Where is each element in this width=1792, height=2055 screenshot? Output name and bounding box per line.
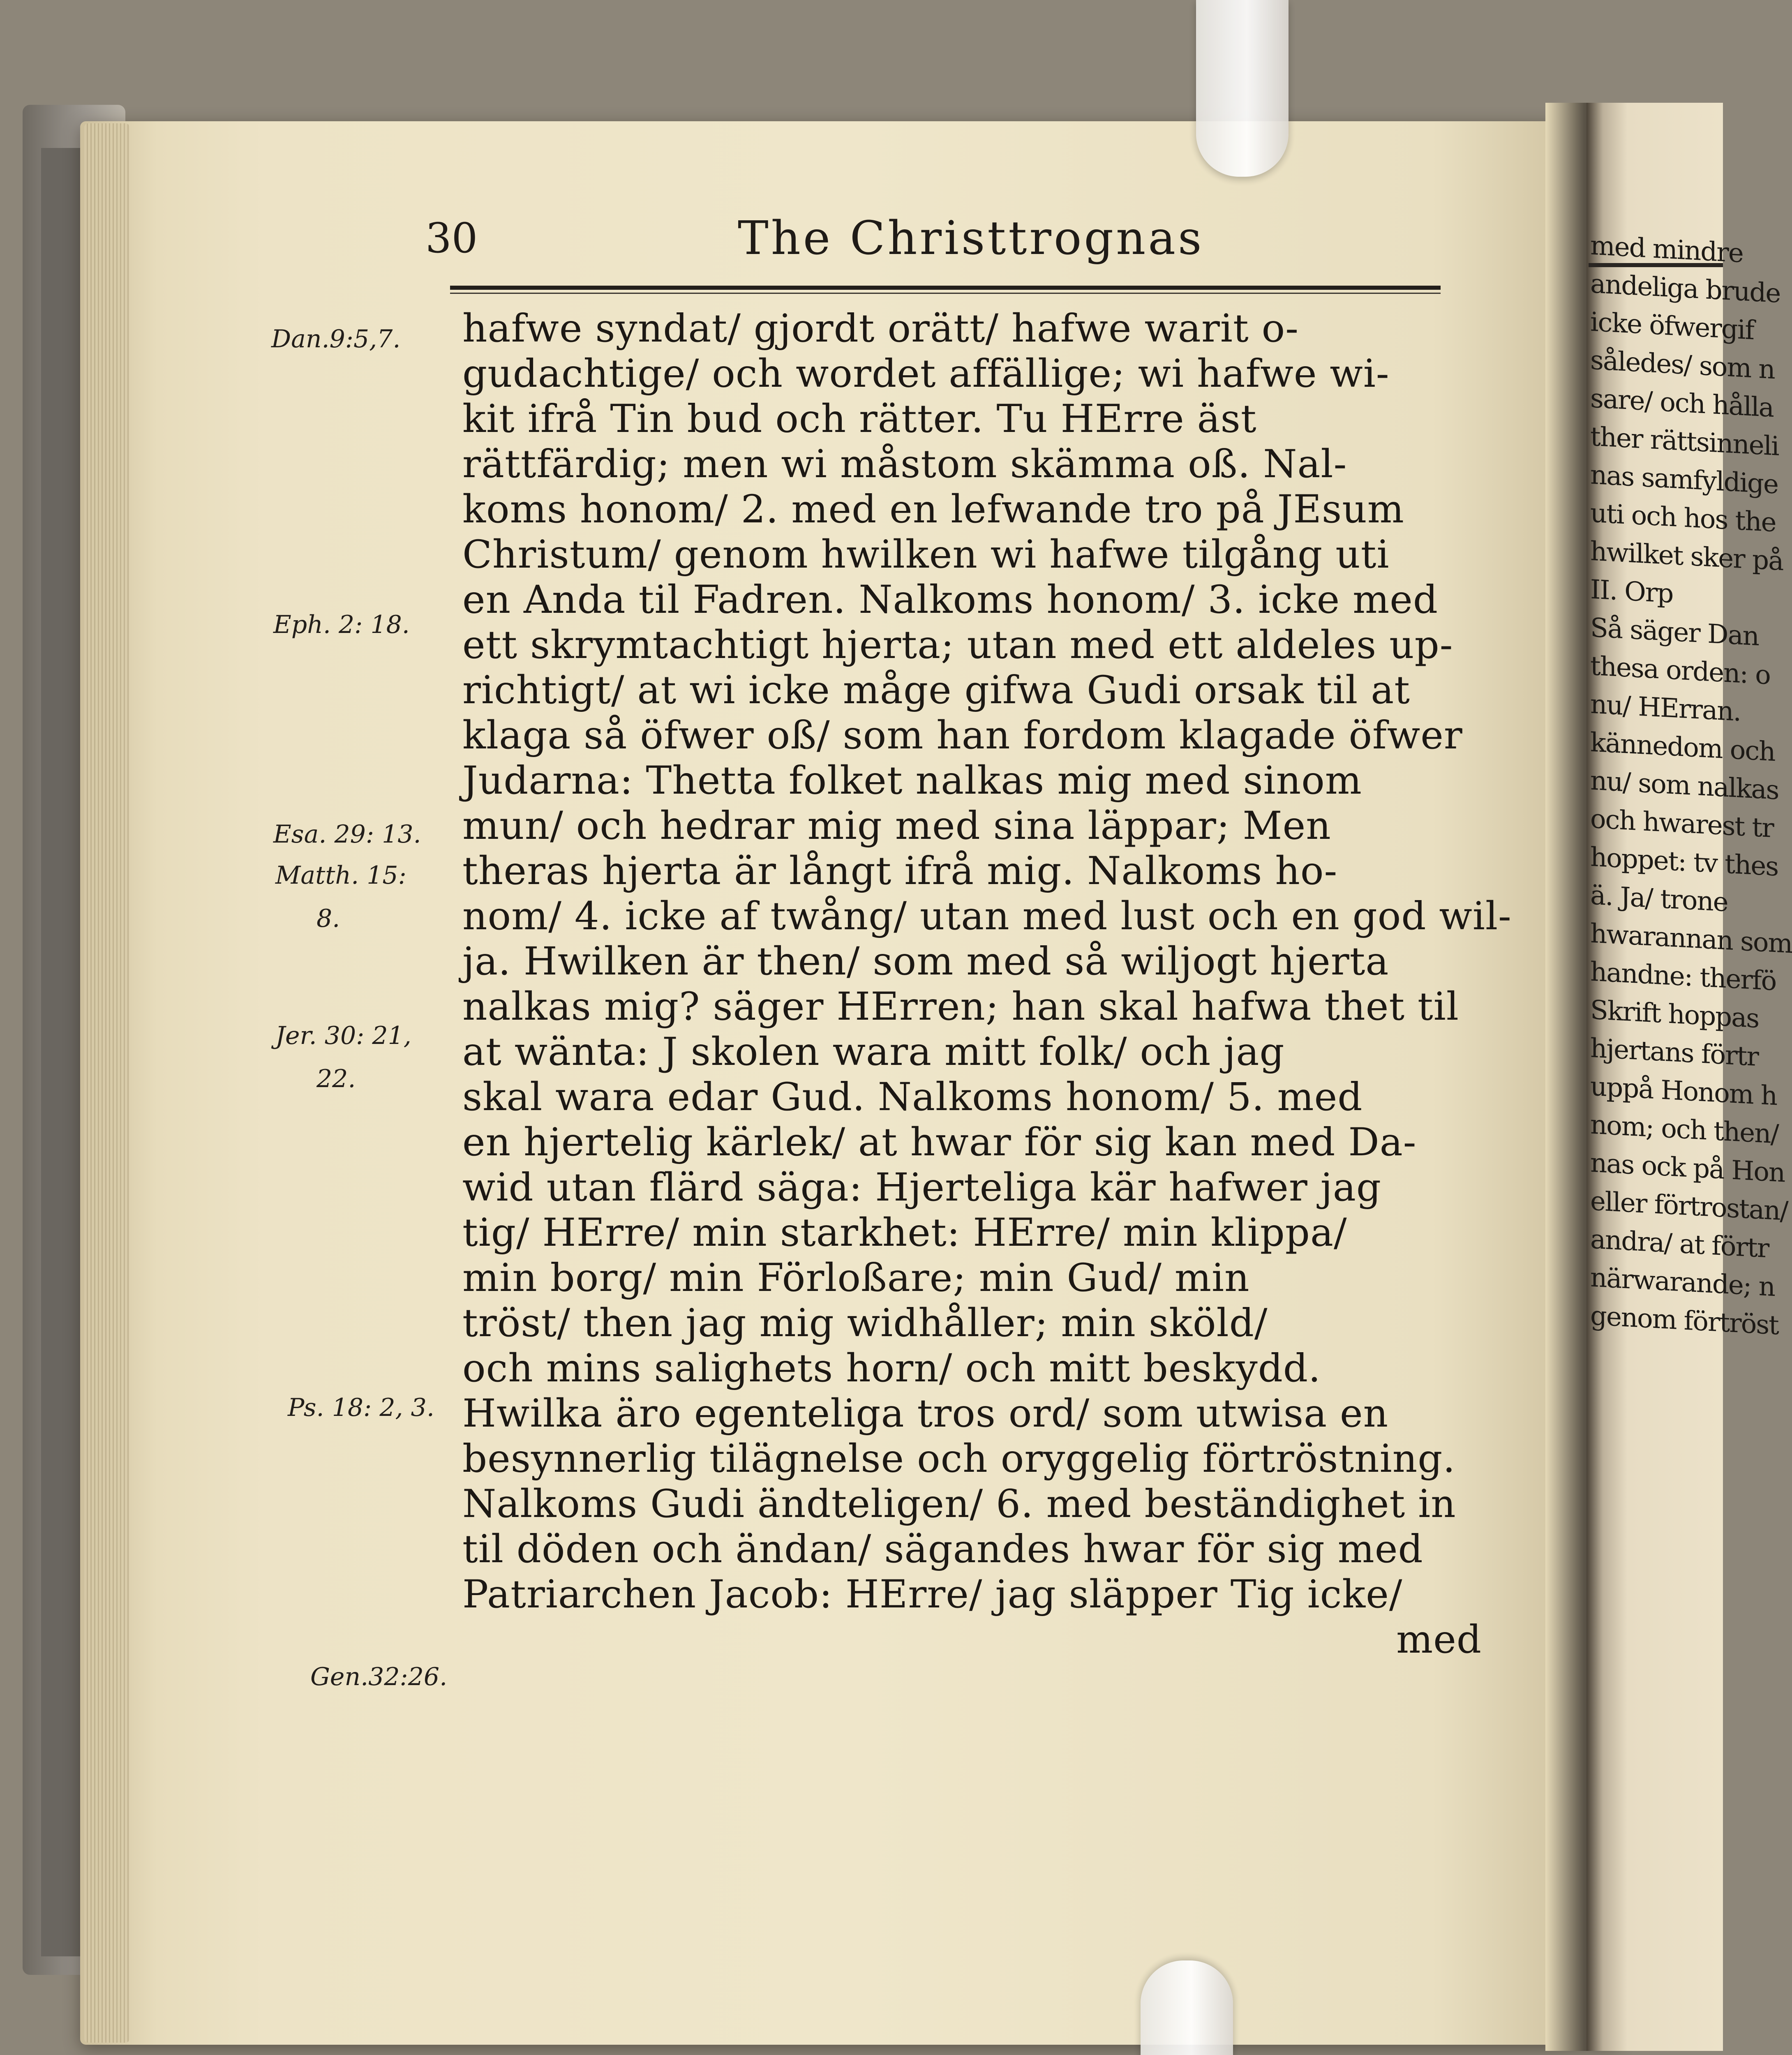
text-line: min borg/ min Förloßare; min Gud/ min <box>462 1256 1250 1300</box>
text-line: richtigt/ at wi icke måge gifwa Gudi orsak til at <box>462 668 1411 713</box>
facing-line: Skrift hoppas <box>1590 995 1759 1034</box>
facing-line: uti och hos the <box>1590 498 1776 538</box>
facing-line: och hwarest tr <box>1590 804 1774 844</box>
facing-line: handne: therfö <box>1590 956 1776 997</box>
facing-line: thesa orden: o <box>1590 651 1770 691</box>
facing-line: således/ som n <box>1590 345 1775 386</box>
text-line: rättfärdig; men wi måstom skämma oß. Nal- <box>462 442 1347 487</box>
text-line: ja. Hwilken är then/ som med så wiljogt hjerta <box>462 939 1389 984</box>
margin-note-jer-verse: 22. <box>316 1064 356 1093</box>
text-line: en Anda til Fadren. Nalkoms honom/ 3. icke med <box>462 577 1439 622</box>
text-line: til döden och ändan/ sägandes hwar för sig med <box>462 1527 1423 1572</box>
facing-line: sare/ och hålla <box>1590 383 1774 424</box>
facing-line: nu/ som nalkas <box>1590 765 1779 806</box>
margin-note-ps: Ps. 18: 2, 3. <box>288 1393 434 1422</box>
page-header <box>425 212 1478 265</box>
text-line: at wänta: J skolen wara mitt folk/ och jag <box>462 1030 1285 1074</box>
text-line: Christum/ genom hwilken wi hafwe tilgång uti <box>462 532 1390 577</box>
text-line: theras hjerta är långt ifrå mig. Nalkoms ho- <box>462 849 1338 894</box>
facing-line: andra/ at förtr <box>1590 1224 1769 1264</box>
body-text <box>462 306 1512 1662</box>
facing-line: kännedom och <box>1590 727 1775 768</box>
running-title: The Christtrognas <box>738 212 1204 265</box>
text-line: besynnerlig tilägnelse och oryggelig förtröstning. <box>462 1436 1456 1481</box>
text-line: Judarna: Thetta folket nalkas mig med sinom <box>462 758 1362 803</box>
text-line: Hwilka äro egenteliga tros ord/ som utwisa en <box>462 1391 1389 1436</box>
facing-line: nu/ HErran. <box>1590 689 1741 727</box>
header-rule <box>450 286 1441 290</box>
margin-note-matth-verse: 8. <box>316 904 340 933</box>
text-line: Nalkoms Gudi ändteligen/ 6. med beständighet in <box>462 1482 1456 1526</box>
header-rule-thin <box>450 293 1441 294</box>
facing-line: närwarande; n <box>1590 1262 1775 1303</box>
text-line: kit ifrå Tin bud och rätter. Tu HErre äst <box>462 397 1257 441</box>
page-number: 30 <box>425 214 478 262</box>
text-line: tig/ HErre/ min starkhet: HErre/ min klippa/ <box>462 1210 1347 1255</box>
catchword: med <box>1396 1617 1482 1662</box>
facing-line: eller förtrostan/ <box>1590 1186 1788 1227</box>
facing-line: ä. Ja/ trone <box>1590 880 1728 918</box>
facing-line: nas samfyldige <box>1590 459 1778 500</box>
text-line: ett skrymtachtigt hjerta; utan med ett aldeles up- <box>462 623 1453 667</box>
text-line: en hjertelig kärlek/ at hwar för sig kan med Da- <box>462 1120 1417 1165</box>
text-line: hafwe syndat/ gjordt orätt/ hafwe warit o- <box>462 306 1299 351</box>
page-clip-top <box>1196 0 1289 177</box>
text-line: Patriarchen Jacob: HErre/ jag släpper Tig icke/ <box>462 1572 1403 1617</box>
text-line: mun/ och hedrar mig med sina läppar; Men <box>462 804 1331 848</box>
margin-note-eph: Eph. 2: 18. <box>273 610 410 639</box>
text-line: koms honom/ 2. med en lefwande tro på JEsum <box>462 487 1404 532</box>
facing-line: nas ock på Hon <box>1590 1148 1785 1189</box>
facing-line: andeliga brude <box>1590 268 1780 309</box>
text-line: nalkas mig? säger HErren; han skal hafwa thet til <box>462 984 1459 1029</box>
facing-line: icke öfwergif <box>1590 307 1754 346</box>
facing-line: hjertans förtr <box>1590 1033 1758 1073</box>
facing-line: hwarannan som <box>1590 918 1792 960</box>
text-line: wid utan flärd säga: Hjerteliga kär hafwer jag <box>462 1165 1382 1210</box>
text-line: gudachtige/ och wordet affällige; wi hafwe wi- <box>462 351 1390 396</box>
margin-note-gen: Gen.32:26. <box>310 1662 448 1691</box>
text-line: skal wara edar Gud. Nalkoms honom/ 5. med <box>462 1075 1363 1120</box>
facing-page-text <box>1589 230 1792 1341</box>
facing-line: hoppet: tv thes <box>1590 842 1778 882</box>
text-line: klaga så öfwer oß/ som han fordom klagade öfwer <box>462 713 1463 758</box>
margin-note-esa: Esa. 29: 13. <box>273 820 421 849</box>
text-line: nom/ 4. icke af twång/ utan med lust och en god wil- <box>462 894 1512 939</box>
margin-note-matth: Matth. 15: <box>275 861 406 890</box>
facing-line: II. Orp <box>1590 574 1673 610</box>
text-line: tröst/ then jag mig widhåller; min sköld/ <box>462 1301 1268 1346</box>
facing-line: nom; och then/ <box>1590 1109 1778 1150</box>
facing-line: med mindre <box>1590 230 1743 269</box>
facing-line: uppå Honom h <box>1590 1071 1777 1112</box>
page-clip-bottom <box>1141 1960 1233 2055</box>
text-line: och mins salighets horn/ och mitt beskydd. <box>462 1346 1321 1391</box>
page-edges <box>84 123 129 2043</box>
facing-line: genom förtröst <box>1590 1300 1778 1341</box>
facing-line: Så säger Dan <box>1590 612 1759 652</box>
facing-line: hwilket sker på <box>1590 536 1783 577</box>
margin-note-dan: Dan.9:5,7. <box>271 325 401 353</box>
margin-note-jer: Jer. 30: 21, <box>275 1021 411 1050</box>
facing-line: ther rättsinneli <box>1590 421 1779 462</box>
